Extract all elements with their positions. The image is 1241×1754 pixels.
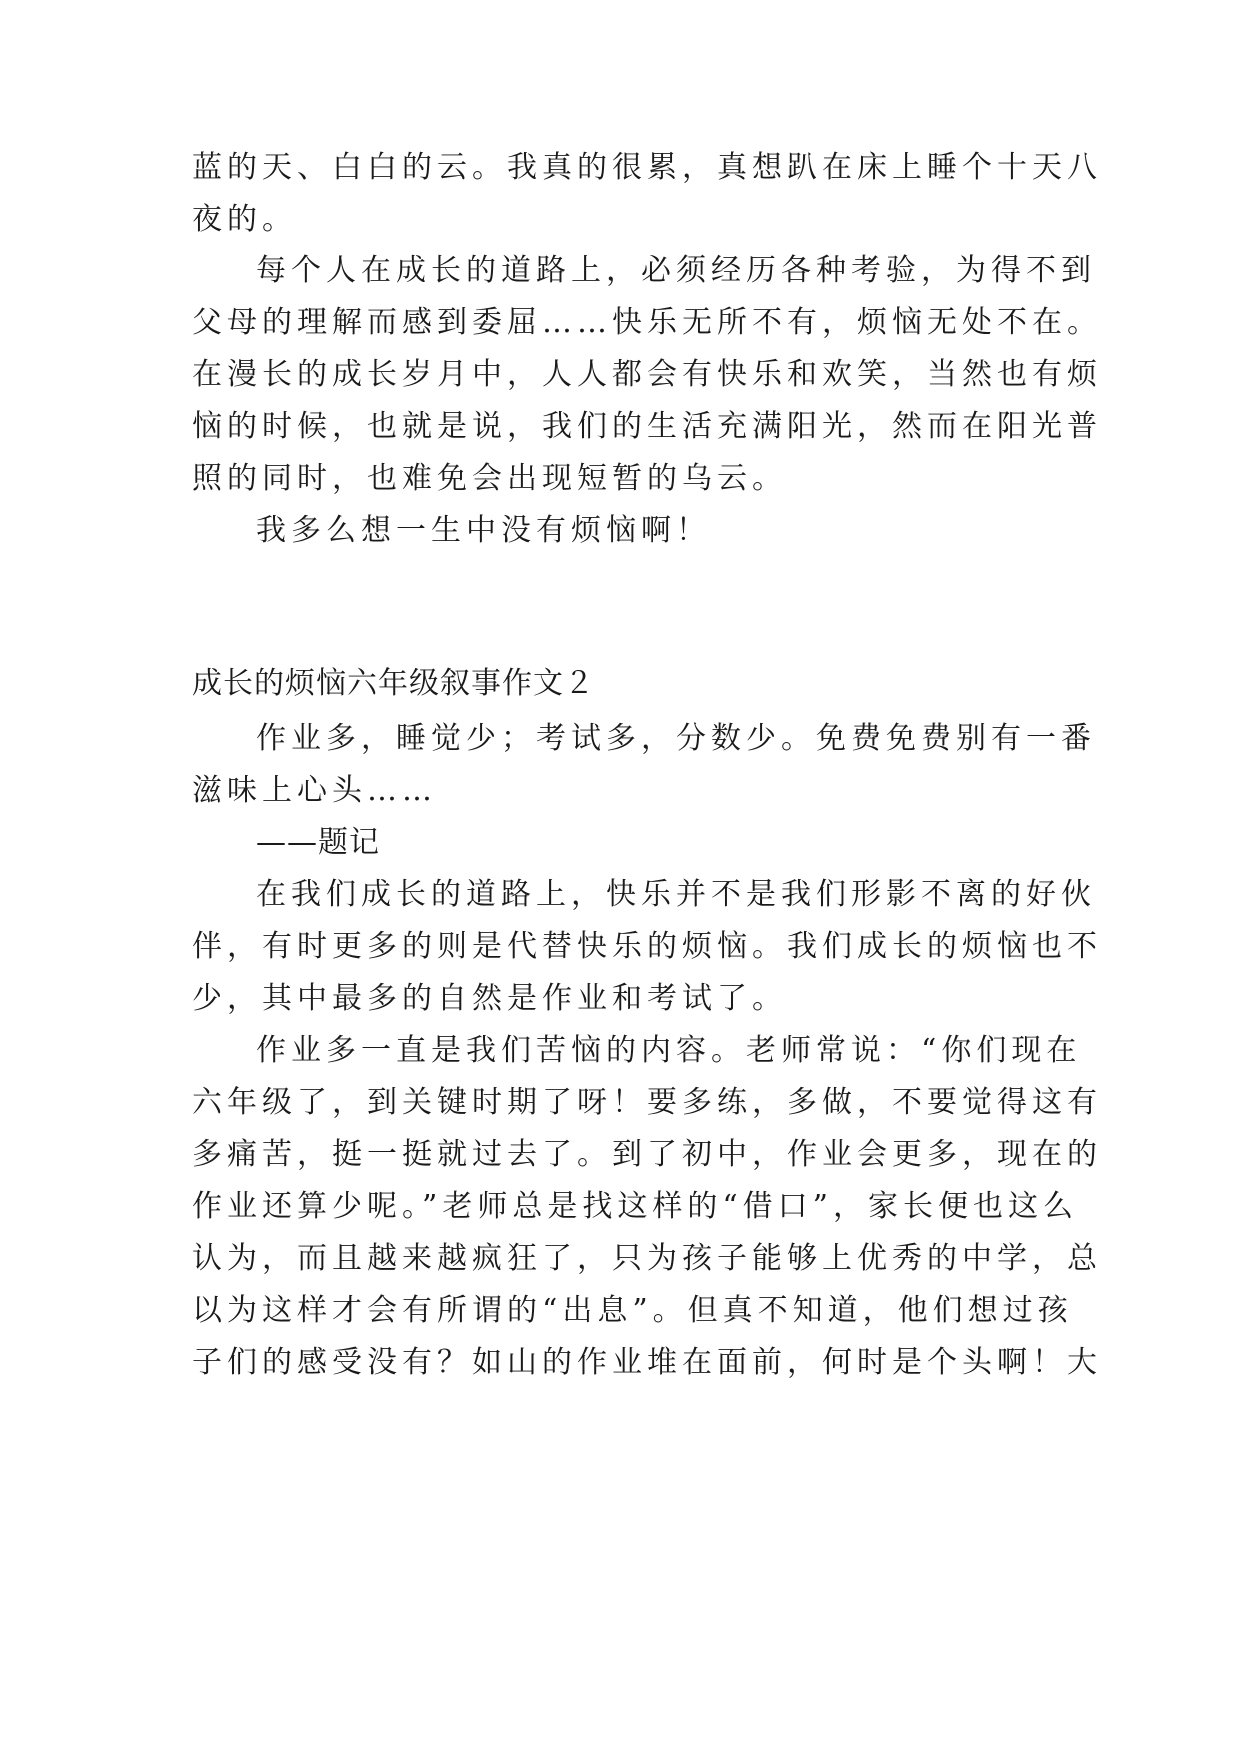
paragraph-line: 伴，有时更多的则是代替快乐的烦恼。我们成长的烦恼也不: [192, 929, 1102, 964]
paragraph-line: 照的同时，也难免会出现短暂的乌云。: [192, 461, 787, 496]
paragraph-line: 认为，而且越来越疯狂了，只为孩子能够上优秀的中学，总: [192, 1241, 1102, 1276]
section-title: 成长的烦恼六年级叙事作文２: [192, 666, 595, 701]
paragraph-line: 少，其中最多的自然是作业和考试了。: [192, 981, 787, 1016]
paragraph-line: 多痛苦，挺一挺就过去了。到了初中，作业会更多，现在的: [192, 1137, 1102, 1172]
paragraph-line: 在我们成长的道路上，快乐并不是我们形影不离的好伙: [256, 877, 1096, 912]
paragraph-line: 恼的时候，也就是说，我们的生活充满阳光，然而在阳光普: [192, 409, 1102, 444]
paragraph-line: 以为这样才会有所谓的“出息”。但真不知道，他们想过孩: [192, 1293, 1073, 1328]
paragraph-line: 子们的感受没有？如山的作业堆在面前，何时是个头啊！大: [192, 1345, 1102, 1380]
paragraph-line: 作业多一直是我们苦恼的内容。老师常说：“你们现在: [256, 1033, 1082, 1068]
paragraph-line: 六年级了，到关键时期了呀！要多练，多做，不要觉得这有: [192, 1085, 1102, 1120]
inscription: ——题记: [256, 825, 380, 860]
paragraph-line: 蓝的天、白白的云。我真的很累，真想趴在床上睡个十天八: [192, 150, 1102, 185]
paragraph-line: 作业还算少呢。”老师总是找这样的“借口”，家长便也这么: [192, 1189, 1079, 1224]
paragraph-line: 父母的理解而感到委屈……快乐无所不有，烦恼无处不在。: [192, 305, 1102, 340]
paragraph-line: 每个人在成长的道路上，必须经历各种考验，为得不到: [256, 253, 1096, 288]
paragraph-line: 在漫长的成长岁月中，人人都会有快乐和欢笑，当然也有烦: [192, 357, 1102, 392]
paragraph-line: 我多么想一生中没有烦恼啊！: [256, 513, 711, 548]
paragraph-line: 夜的。: [192, 202, 297, 237]
paragraph-line: 滋味上心头……: [192, 773, 437, 808]
paragraph-line: 作业多，睡觉少；考试多，分数少。免费免费别有一番: [256, 721, 1096, 756]
